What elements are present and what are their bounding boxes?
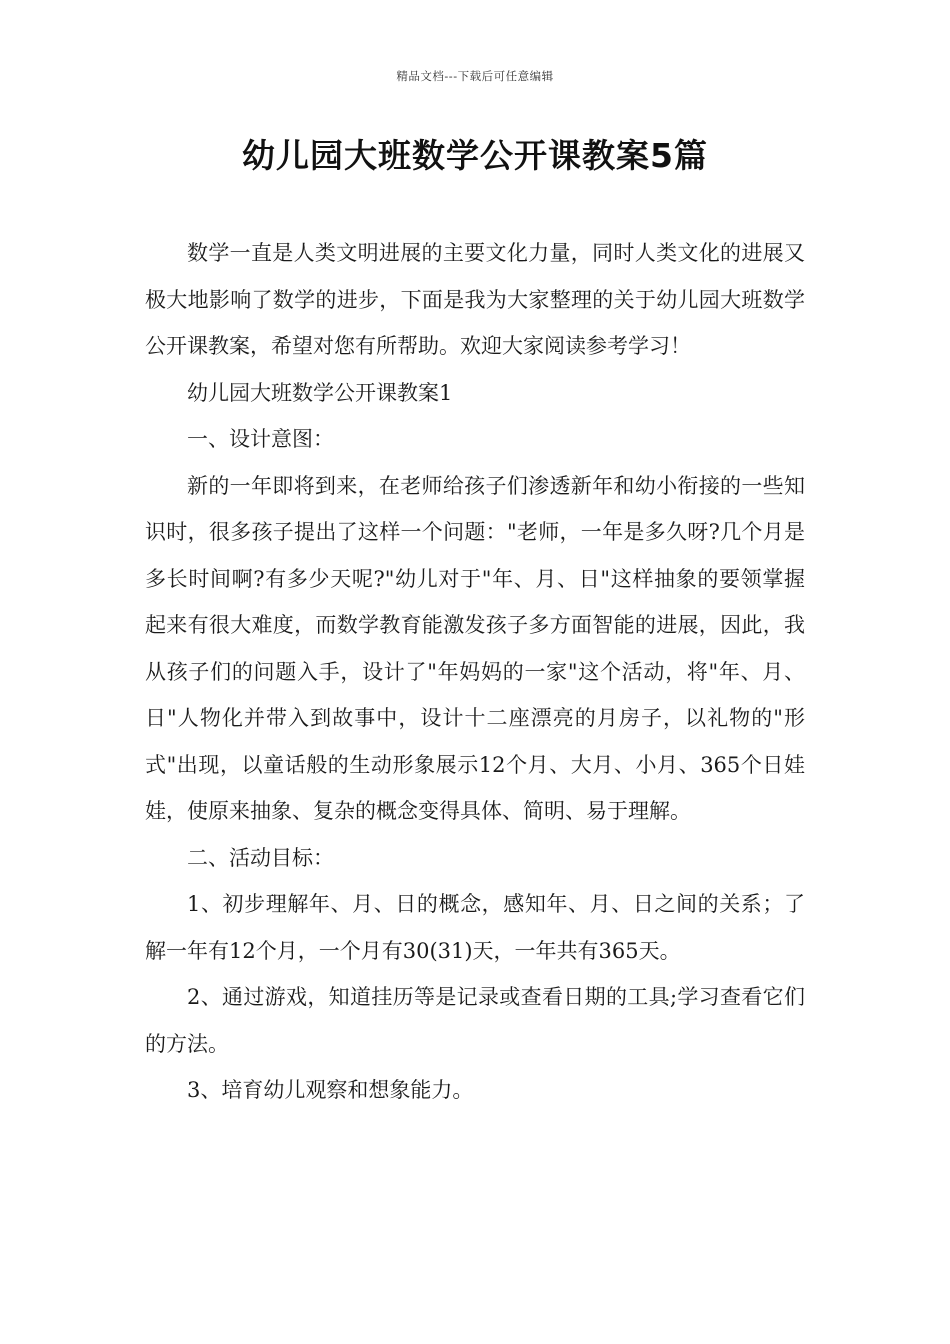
- section-heading-design-intent: 一、设计意图：: [187, 427, 334, 451]
- document-title: 幼儿园大班数学公开课教案5篇: [242, 136, 708, 175]
- section-heading-activity-goals: 二、活动目标：: [187, 845, 334, 870]
- document-body: [145, 230, 805, 1114]
- paragraph-goal-1: 1、初步理解年、月、日的概念，感知年、月、日之间的关系；了解一年有12个月，一个月有30(31)天，一年共有365天。: [145, 892, 805, 963]
- page-header: 精品文档---下载后可任意编辑: [396, 69, 554, 83]
- paragraph-design-intent: 新的一年即将到来，在老师给孩子们渗透新年和幼小衔接的一些知识时，很多孩子提出了这样一个问题："老师，一年是多久呀?几个月是多长时间啊?有多少天呢?"幼儿对于"年、月、日"这样抽象的要领掌握起来有很大难度，而数学教育能激发孩子多方面智能的进展，因此，我从孩子们的问题入手，设计了"年妈妈的一家"这个活动，将"年、月、日"人物化并带入到故事中，设计十二座漂亮的月房子，以礼物的"形式"出现，以童话般的生动形象展示12个月、大月、小月、365个日娃娃，使原来抽象、复杂的概念变得具体、简明、易于理解。: [145, 473, 805, 823]
- paragraph-goal-2: 2、通过游戏，知道挂历等是记录或查看日期的工具;学习查看它们的方法。: [145, 985, 805, 1056]
- section-heading-plan-1: 幼儿园大班数学公开课教案1: [187, 380, 453, 405]
- paragraph-goal-3: 3、培育幼儿观察和想象能力。: [187, 1078, 474, 1102]
- paragraph-intro: 数学一直是人类文明进展的主要文化力量，同时人类文化的进展又极大地影响了数学的进步，下面是我为大家整理的关于幼儿园大班数学公开课教案，希望对您有所帮助。欢迎大家阅读参考学习！: [145, 241, 805, 358]
